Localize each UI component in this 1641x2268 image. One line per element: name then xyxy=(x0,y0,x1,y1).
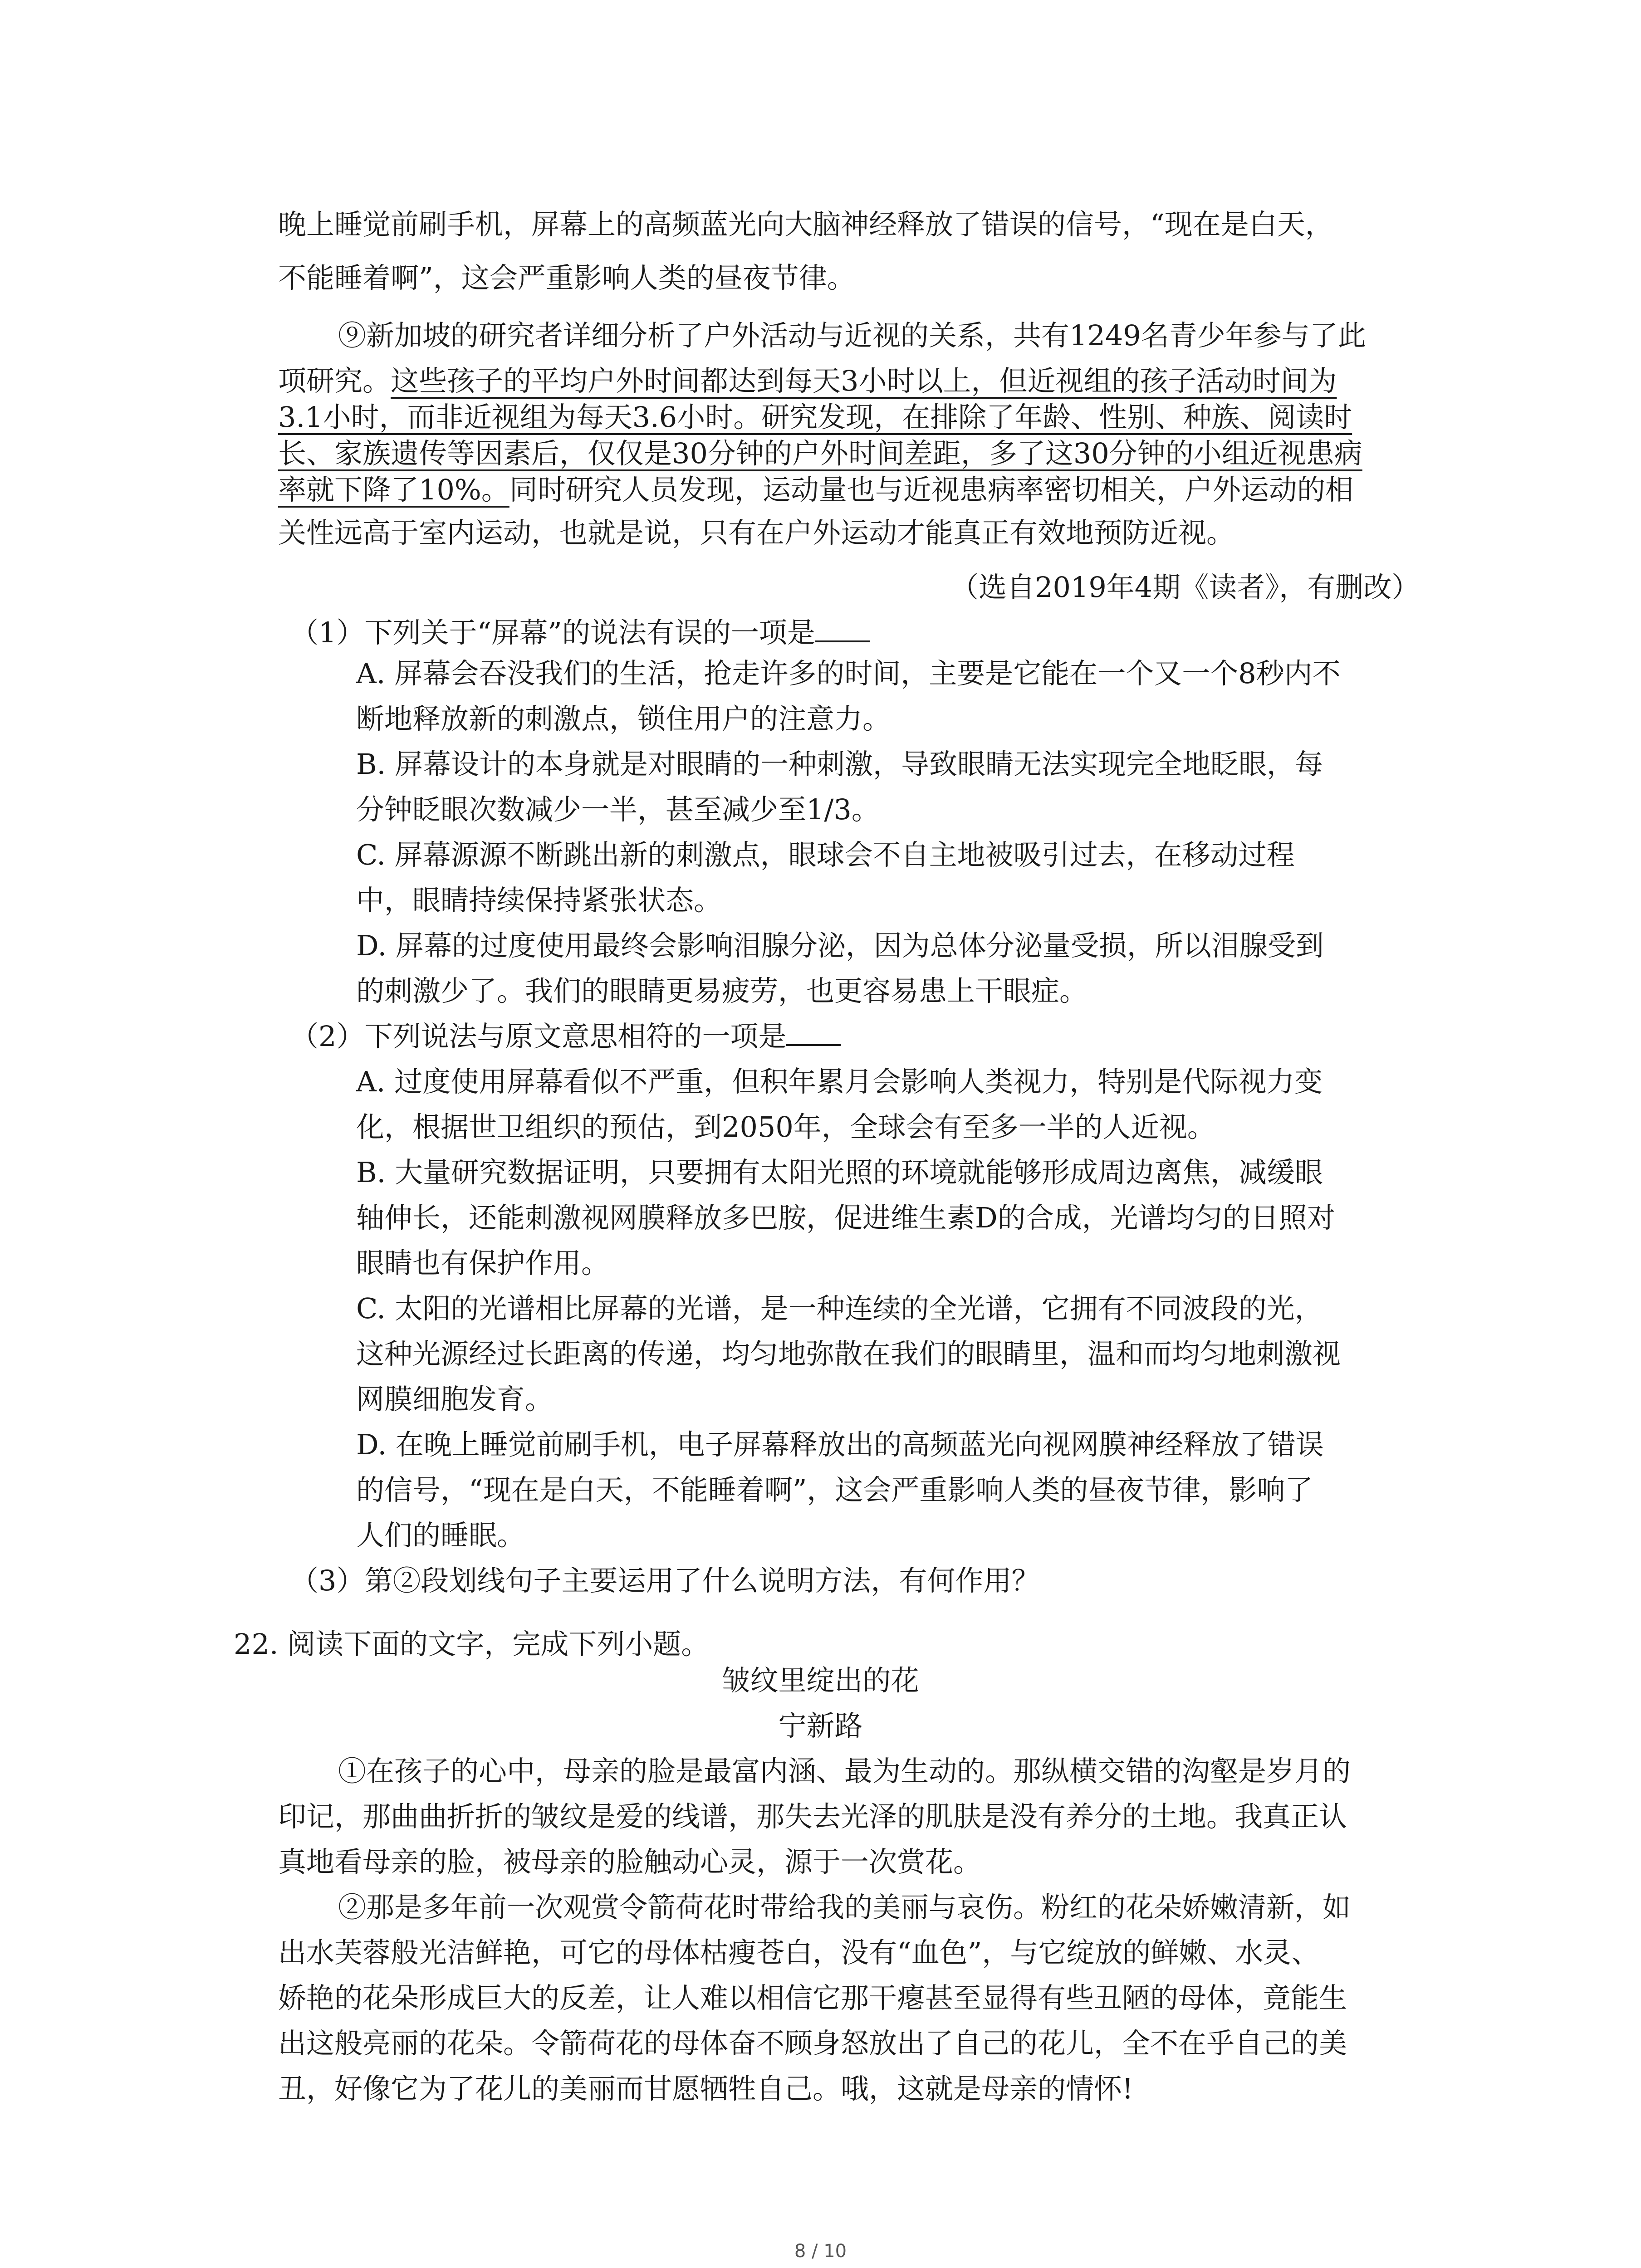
page-number: 8 / 10 xyxy=(794,2241,847,2262)
paragraph-9-line xyxy=(278,472,1353,508)
question-1-stem xyxy=(290,615,870,651)
answer-blank[interactable] xyxy=(786,1021,841,1046)
option-c: C. 太阳的光谱相比屏幕的光谱，是一种连续的全光谱，它拥有不同波段的光， xyxy=(356,1292,1323,1325)
text: 同时研究人员发现，运动量也与近视患病率密切相关，户外运动的相 xyxy=(509,473,1353,506)
article-paragraph-line: ②那是多年前一次观赏令箭荷花时带给我的美丽与哀伤。粉红的花朵娇嫩清新，如 xyxy=(338,1891,1351,1924)
source-citation: （选自2019年4期《读者》，有删改） xyxy=(950,571,1420,604)
underlined-sentence: 率就下降了10%。 xyxy=(278,473,509,506)
option-a: A. 屏幕会吞没我们的生活，抢走许多的时间，主要是它能在一个又一个8秒内不 xyxy=(356,657,1341,690)
text: 项研究。 xyxy=(278,364,391,397)
article-paragraph-line: 出这般亮丽的花朵。令箭荷花的母体奋不顾身怒放出了自己的花儿，全不在乎自己的美 xyxy=(278,2027,1347,2060)
option-c-cont: 网膜细胞发育。 xyxy=(356,1383,554,1416)
question-text: （1）下列关于“屏幕”的说法有误的一项是 xyxy=(290,616,815,649)
option-c-cont: 这种光源经过长距离的传递，均匀地弥散在我们的眼睛里，温和而均匀地刺激视 xyxy=(356,1337,1341,1370)
underlined-sentence: 3.1小时，而非近视组为每天3.6小时。研究发现，在排除了年龄、性别、种族、阅读时 xyxy=(278,401,1352,434)
option-d-cont: 的刺激少了。我们的眼睛更易疲劳，也更容易患上干眼症。 xyxy=(356,974,1088,1007)
option-d-cont: 的信号，“现在是白天，不能睡着啊”，这会严重影响人类的昼夜节律，影响了 xyxy=(356,1473,1313,1506)
question-22-prompt: 22. 阅读下面的文字，完成下列小题。 xyxy=(234,1628,710,1661)
option-d: D. 屏幕的过度使用最终会影响泪腺分泌，因为总体分泌量受损，所以泪腺受到 xyxy=(356,929,1324,962)
option-a-cont: 化，根据世卫组织的预估，到2050年，全球会有至多一半的人近视。 xyxy=(356,1110,1215,1144)
article-paragraph-line: ①在孩子的心中，母亲的脸是最富内涵、最为生动的。那纵横交错的沟壑是岁月的 xyxy=(338,1755,1351,1788)
option-a-cont: 断地释放新的刺激点，锁住用户的注意力。 xyxy=(356,702,891,735)
question-2-stem xyxy=(290,1018,841,1055)
option-b: B. 大量研究数据证明，只要拥有太阳光照的环境就能够形成周边离焦，减缓眼 xyxy=(356,1156,1323,1189)
article-title: 皱纹里绽出的花 xyxy=(722,1664,919,1697)
question-3: （3）第②段划线句子主要运用了什么说明方法，有何作用？ xyxy=(290,1564,1040,1597)
option-d-cont: 人们的睡眠。 xyxy=(356,1519,525,1552)
passage-line: 晚上睡觉前刷手机，屏幕上的高频蓝光向大脑神经释放了错误的信号，“现在是白天， xyxy=(278,208,1333,241)
article-paragraph-line: 出水芙蓉般光洁鲜艳，可它的母体枯瘦苍白，没有“血色”，与它绽放的鲜嫩、水灵、 xyxy=(278,1936,1320,1969)
article-paragraph-line: 娇艳的花朵形成巨大的反差，让人难以相信它那干瘪甚至显得有些丑陋的母体，竟能生 xyxy=(278,1981,1347,2014)
option-b-cont: 轴伸长，还能刺激视网膜释放多巴胺，促进维生素D的合成，光谱均匀的日照对 xyxy=(356,1201,1335,1234)
underlined-sentence: 这些孩子的平均户外时间都达到每天3小时以上，但近视组的孩子活动时间为 xyxy=(391,364,1337,397)
option-d: D. 在晚上睡觉前刷手机，电子屏幕释放出的高频蓝光向视网膜神经释放了错误 xyxy=(356,1428,1324,1461)
option-a: A. 过度使用屏幕看似不严重，但积年累月会影响人类视力，特别是代际视力变 xyxy=(356,1065,1323,1098)
underlined-sentence: 长、家族遗传等因素后，仅仅是30分钟的户外时间差距，多了这30分钟的小组近视患病 xyxy=(278,437,1362,470)
article-paragraph-line: 印记，那曲曲折折的皱纹是爱的线谱，那失去光泽的肌肤是没有养分的土地。我真正认 xyxy=(278,1800,1347,1833)
paragraph-9-line xyxy=(278,363,1337,399)
passage-line: 不能睡着啊”，这会严重影响人类的昼夜节律。 xyxy=(278,261,855,294)
option-b-cont: 分钟眨眼次数减少一半，甚至减少至1/3。 xyxy=(356,793,880,826)
paragraph-9-line: 关性远高于室内运动，也就是说，只有在户外运动才能真正有效地预防近视。 xyxy=(278,516,1235,549)
option-c: C. 屏幕源源不断跳出新的刺激点，眼球会不自主地被吸引过去，在移动过程 xyxy=(356,838,1295,871)
option-c-cont: 中，眼睛持续保持紧张状态。 xyxy=(356,884,722,917)
article-paragraph-line: 真地看母亲的脸，被母亲的脸触动心灵，源于一次赏花。 xyxy=(278,1845,982,1878)
answer-blank[interactable] xyxy=(815,617,870,642)
article-author: 宁新路 xyxy=(778,1709,863,1742)
option-b: B. 屏幕设计的本身就是对眼睛的一种刺激，导致眼睛无法实现完全地眨眼，每 xyxy=(356,748,1323,781)
paragraph-9-line: ⑨新加坡的研究者详细分析了户外活动与近视的关系，共有1249名青少年参与了此 xyxy=(338,319,1366,352)
question-text: （2）下列说法与原文意思相符的一项是 xyxy=(290,1020,787,1053)
article-paragraph-line: 丑，好像它为了花儿的美丽而甘愿牺牲自己。哦，这就是母亲的情怀! xyxy=(278,2072,1133,2105)
option-b-cont: 眼睛也有保护作用。 xyxy=(356,1246,610,1280)
